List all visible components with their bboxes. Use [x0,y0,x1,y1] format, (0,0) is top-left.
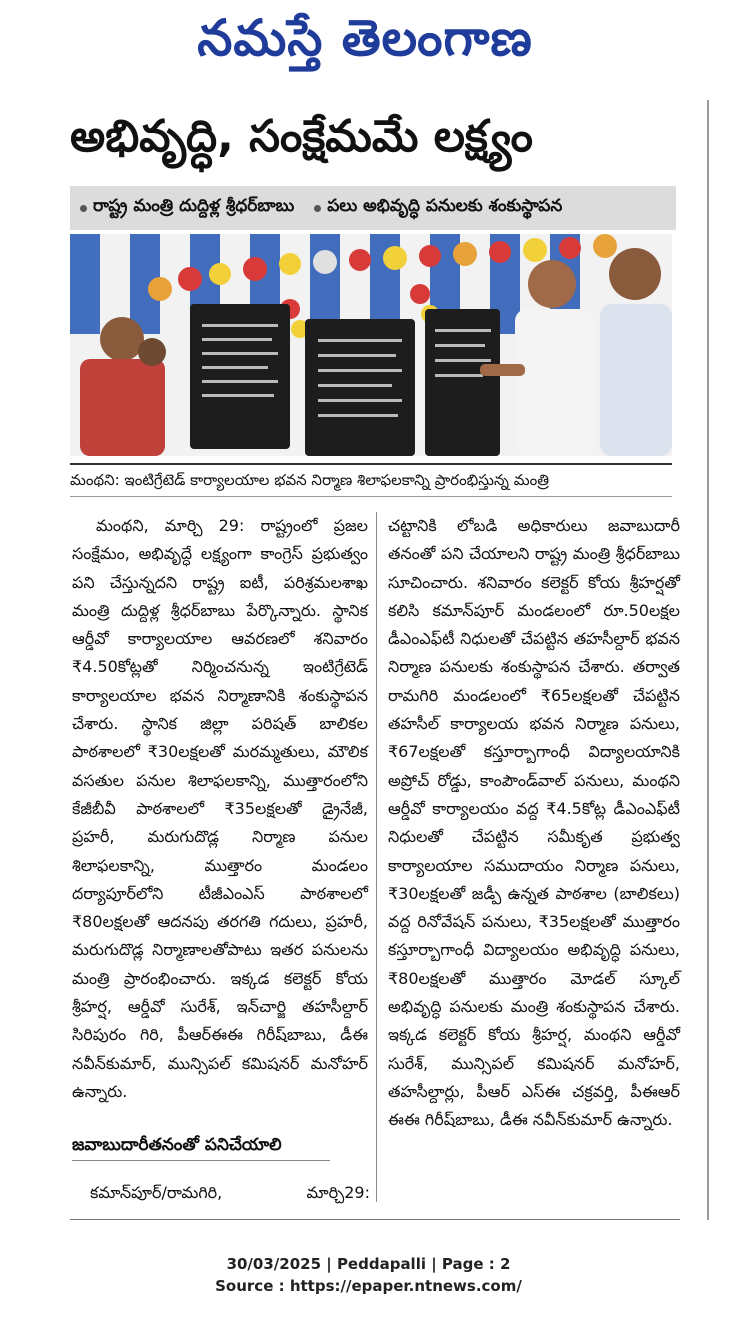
dateline-place: కమాన్‌పూర్/రామగిరి, [90,1183,223,1202]
article-subheading: జవాబుదారీతనంతో పనిచేయాలి [72,1130,330,1161]
highlight-bar [70,186,676,230]
article-paragraph: మంథని, మార్చి 29: రాష్ట్రంలో ప్రజల సంక్షేమం, అభివృద్ధే లక్ష్యంగా కాంగ్రెస్ ప్రభుత్వం పని చేస్తున్నదని రాష్ట్ర ఐటీ, పరిశ్రమలశాఖ మంత్రి దుద్దిళ్ల శ్రీధర్‌బాబు పేర్కొన్నారు. స్థానిక ఆర్డీవో కార్యాలయాల ఆవరణలో శనివారం ₹4.50కోట్లతో నిర్మించనున్న ఇంటిగ్రేటెడ్ కార్యాలయాల భవన నిర్మాణానికి శంకుస్థాపన చేశారు. స్థానిక జిల్లా పరిషత్ బాలికల పాఠశాలలో ₹30లక్షలతో మరమ్మతులు, మౌలిక వసతుల పనుల శిలాఫలకాన్ని, ముత్తారంలోని కేజీబీవీ పాఠశాలలో ₹35లక్షలతో డ్రైనేజీ, ప్రహరీ, మరుగుదొడ్ల నిర్మాణ పనుల శిలాఫలకాన్ని, ముత్తారం మండలం దర్యాపూర్‌లోని టీజీఎంఎస్ పాఠశాలలో ₹80లక్షలతో ఆదనపు తరగతి గదులు, ప్రహరీ, మరుగుదొడ్ల నిర్మాణాలతోపాటు ఇతర పనులను మంత్రి ప్రారంభించారు. ఇక్కడ కలెక్టర్ కోయ శ్రీహర్ష, ఆర్డీవో సురేశ్, ఇన్‌చార్జి తహసీల్దార్ సిరిపురం గిరి, పీఆర్‌ఈఈ గిరీష్‌బాబు, డీఈ నవీన్‌కుమార్, మున్సిపల్ కమిషనర్ మనోహర్ ఉన్నారు. [72,516,368,1101]
footer-source-link[interactable]: Source : https://epaper.ntnews.com/ [215,1277,522,1295]
photo-illustration [70,234,672,456]
article-paragraph: చట్టానికి లోబడి అధికారులు జవాబుదారీ తనంతో పని చేయాలని రాష్ట్ర మంత్రి శ్రీధర్‌బాబు సూచించారు. శనివారం కలెక్టర్ కోయ శ్రీహర్షతో కలిసి కమాన్‌పూర్ మండలంలో రూ.50లక్షల డీఎంఎఫ్‌టీ నిధులతో చేపట్టిన తహసీల్దార్ భవన నిర్మాణ పనులకు శంకుస్థాపన చేశారు. తర్వాత రామగిరి మండలంలో ₹65లక్షలతో చేపట్టిన తహసీల్ కార్యాలయ భవన నిర్మాణ పనులు, ₹67లక్షలతో కస్తూర్బాగాంధీ విద్యాలయానికి అప్రోచ్ రోడ్డు, కాంపౌండ్‌వాల్ పనులు, మంథని ఆర్డీవో కార్యాలయం వద్ద ₹4.5కోట్ల డీఎంఎఫ్‌టీ నిధులతో చేపట్టిన సమీకృత ప్రభుత్వ కార్యాలయాల సముదాయం నిర్మాణ పనులు, ₹30లక్షలతో జడ్పీ ఉన్నత పాఠశాల (బాలికలు) వద్ద రినోవేషన్ పనులు, ₹35లక్షలతో ముత్తారం కస్తూర్బాగాంధీ విద్యాలయం అభివృద్ధి పనులు, ₹80లక్షలతో ముత్తారం మోడల్ స్కూల్ అభివృద్ధి పనులకు మంత్రి శంకుస్థాపన చేశారు. ఇక్కడ కలెక్టర్ కోయ శ్రీహర్ష, మంథని ఆర్డీవో సురేశ్, మున్సిపల్ కమిషనర్ మనోహర్, తహసీల్దార్లు, పీఆర్ ఎస్‌ఈ చక్రవర్తి, పీఈఆర్ ఈఈ గిరీష్‌బాబు, డీఈ నవీన్‌కుమార్ ఉన్నారు. [388,516,680,1130]
article-column-right [388,512,680,1135]
bottom-rule [70,1219,680,1220]
column-divider [376,512,377,1202]
bullet-icon [314,205,321,212]
highlight-item [80,196,294,220]
newspaper-masthead: నమస్తే తెలంగాణ [197,9,533,67]
headline: అభివృద్ధి, సంక్షేమమే లక్ష్యం [70,111,533,162]
highlight-text: రాష్ట్ర మంత్రి దుద్దిళ్ల శ్రీధర్‌బాబు [93,196,295,216]
news-photo [70,234,672,456]
highlight-text: పలు అభివృద్ధి పనులకు శంకుస్థాపన [327,196,563,216]
dateline-date: మార్చి29: [306,1183,370,1202]
highlight-item [314,196,562,220]
footer-edition-info: 30/03/2025 | Peddapalli | Page : 2 [226,1255,511,1273]
dateline [90,1180,370,1206]
page-edge-rule [707,100,709,1220]
article-column-left [72,512,368,1106]
photo-caption: మంథని: ఇంటిగ్రేటెడ్ కార్యాలయాల భవన నిర్మాణ శిలాఫలకాన్ని ప్రారంభిస్తున్న మంత్రి [70,463,672,497]
bullet-icon [80,205,87,212]
